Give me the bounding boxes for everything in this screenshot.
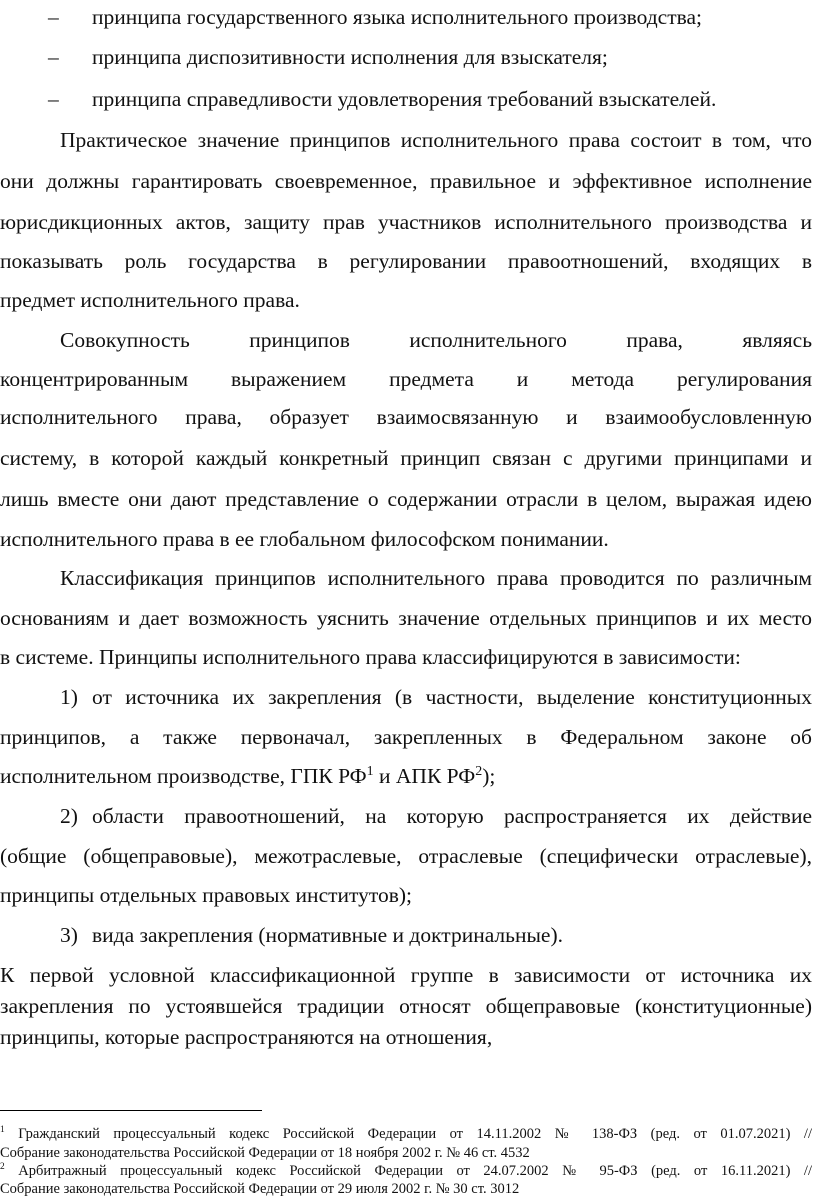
paragraph-line: юрисдикционных актов, защиту прав участников исполнительного производства и	[0, 210, 812, 234]
footnote-text: Собрание законодательства Российской Федерации от 29 июля 2002 г. № 30 ст. 3012	[0, 1181, 520, 1197]
footnote-text: Гражданский процессуальный кодекс Российской Федерации от 14.11.2002 № 138-ФЗ (ред. от 01.07.2021) //	[4, 1126, 812, 1142]
bullet-marker: –	[48, 45, 59, 69]
list-item-text: принципа государственного языка исполнительного производства;	[92, 5, 702, 29]
item-text: );	[482, 764, 496, 788]
bullet-marker: –	[48, 87, 59, 111]
paragraph-line: предмет исполнительного права.	[0, 288, 300, 312]
footnote-ref[interactable]: 2	[475, 763, 483, 779]
footnote-text: Арбитражный процессуальный кодекс Российской Федерации от 24.07.2002 № 95-ФЗ (ред. от 16.11.2021) //	[4, 1163, 812, 1179]
item-text: исполнительном производстве, ГПК РФ	[0, 764, 367, 788]
paragraph-line: показывать роль государства в регулировании правоотношений, входящих в	[0, 249, 812, 273]
list-item-text: принципа справедливости удовлетворения требований взыскателей.	[92, 87, 717, 111]
item-text: и АПК РФ	[373, 764, 476, 788]
item-text: области правоотношений, на которую распространяется их действие	[92, 804, 812, 828]
footnote-separator	[0, 1110, 262, 1111]
paragraph-line: систему, в которой каждый конкретный принцип связан с другими принципами и	[0, 446, 812, 470]
paragraph-line: исполнительного права в ее глобальном философском понимании.	[0, 527, 609, 551]
paragraph: К первой условной классификационной группе в зависимости от источника их закрепления по устоявшейся традиции относят общеправовые (конституционные) принципы, которые распространяются на отношения,	[0, 963, 812, 1049]
footnote	[0, 1124, 812, 1144]
paragraph-line: исполнительного права, образует взаимосвязанную и взаимообусловленную	[0, 405, 812, 429]
footnote-mark: 2	[0, 1162, 5, 1173]
paragraph-line: лишь вместе они дают представление о содержании отрасли в целом, выражая идею	[0, 487, 812, 511]
item-number: 1)	[60, 685, 78, 709]
footnote-ref[interactable]: 1	[366, 763, 374, 779]
footnote-mark: 1	[0, 1125, 5, 1136]
paragraph-line: Практическое значение принципов исполнительного права состоит в том, что	[60, 128, 812, 152]
item-text: от источника их закрепления (в частности, выделение конституционных	[92, 685, 812, 709]
paragraph-line: Классификация принципов исполнительного права проводится по различным	[60, 566, 812, 590]
paragraph-line: Совокупность принципов исполнительного права, являясь	[60, 328, 812, 352]
paragraph-line: принципы отдельных правовых институтов);	[0, 883, 413, 907]
paragraph-line	[0, 761, 816, 791]
list-item-text: принципа диспозитивности исполнения для взыскателя;	[92, 45, 608, 69]
item-text: вида закрепления (нормативные и доктринальные).	[92, 923, 563, 947]
paragraph-line: основаниям и дает возможность уяснить значение отдельных принципов и их место	[0, 606, 812, 630]
item-number: 2)	[60, 804, 78, 828]
paragraph-line: принципов, а также первоначал, закрепленных в Федеральном законе об	[0, 725, 812, 749]
paragraph-line: они должны гарантировать своевременное, правильное и эффективное исполнение	[0, 169, 812, 193]
paragraph-line: (общие (общеправовые), межотраслевые, отраслевые (специфически отраслевые),	[0, 844, 812, 868]
paragraph-line: концентрированным выражением предмета и метода регулирования	[0, 367, 812, 391]
footnote-text: Собрание законодательства Российской Федерации от 18 ноября 2002 г. № 46 ст. 4532	[0, 1145, 530, 1161]
footnote	[0, 1161, 812, 1181]
item-number: 3)	[60, 923, 78, 947]
bullet-marker: –	[48, 5, 59, 29]
paragraph-line: в системе. Принципы исполнительного права классифицируются в зависимости:	[0, 645, 741, 669]
